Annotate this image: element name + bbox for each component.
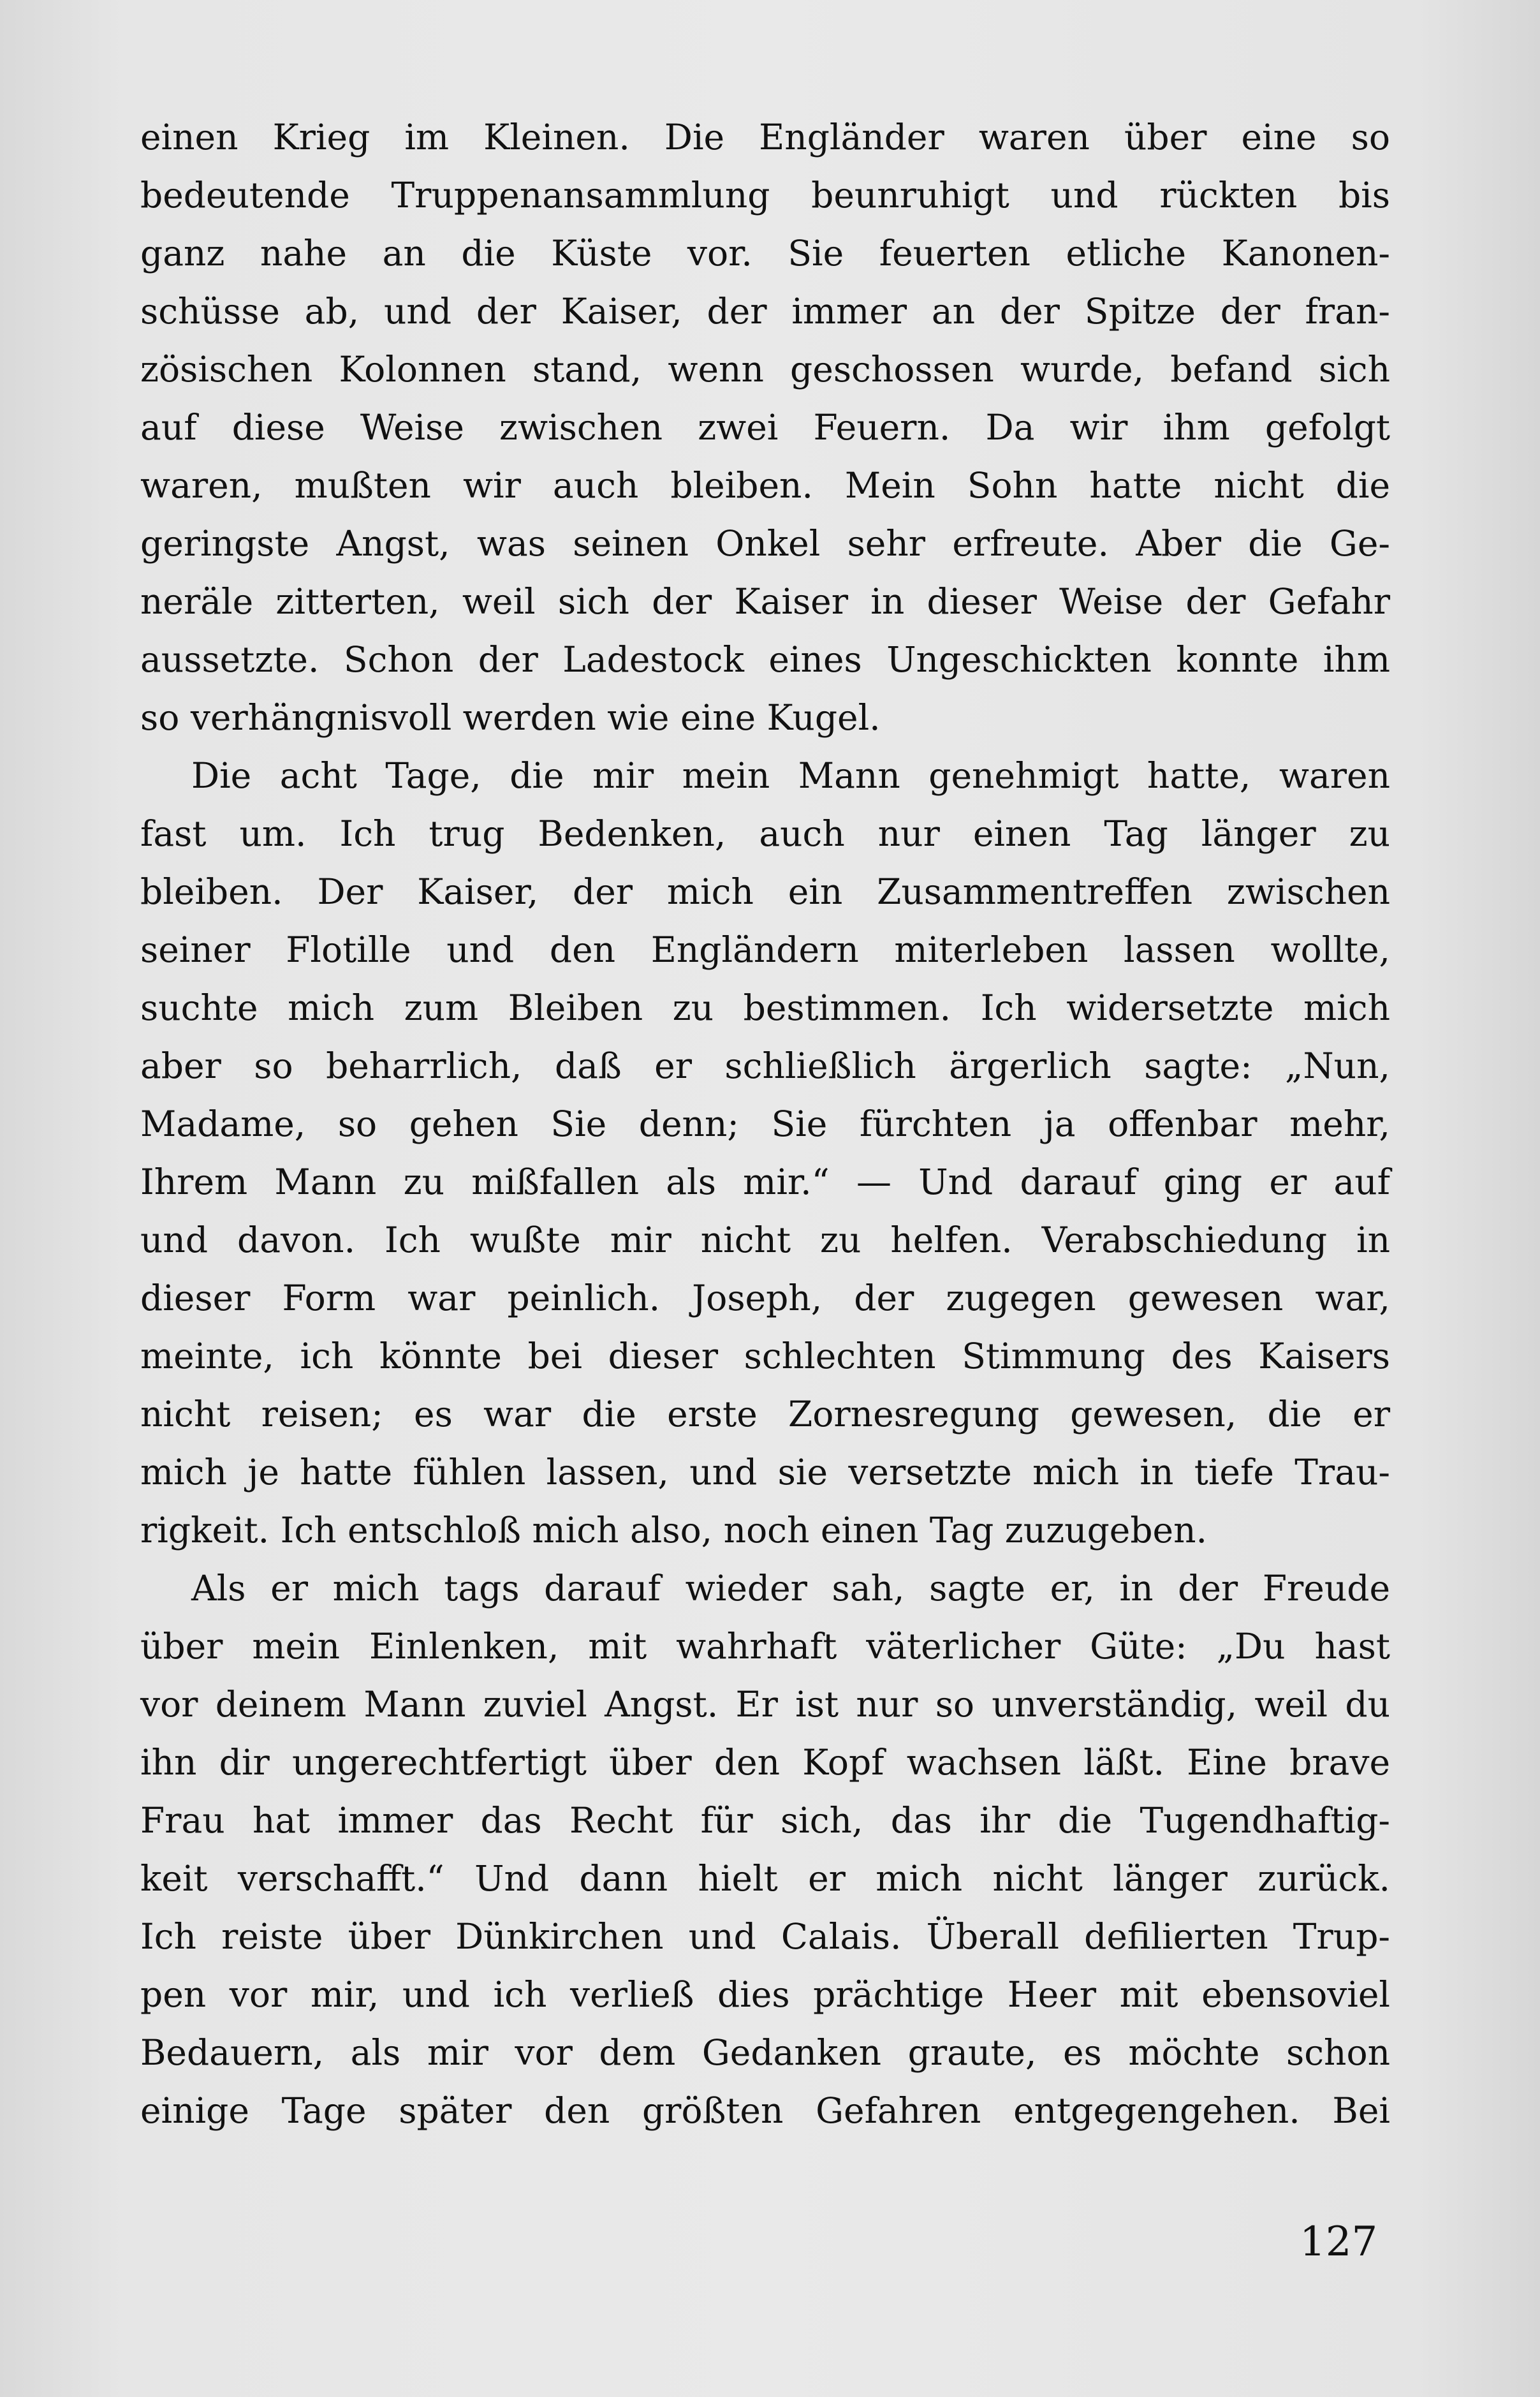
paragraph-3 — [140, 1560, 1390, 2140]
text-line: dieser Form war peinlich. Joseph, der zugegen gewesen war, — [140, 1278, 1390, 1318]
text-line: vor deinem Mann zuviel Angst. Er ist nur so unverständig, weil du — [140, 1684, 1390, 1725]
text-line: und davon. Ich wußte mir nicht zu helfen. Verabschiedung in — [140, 1220, 1390, 1260]
text-line: ihn dir ungerechtfertigt über den Kopf wachsen läßt. Eine brave — [140, 1742, 1390, 1783]
text-line: neräle zitterten, weil sich der Kaiser in dieser Weise der Gefahr — [140, 581, 1390, 622]
text-line: pen vor mir, und ich verließ dies prächtige Heer mit ebensoviel — [140, 1974, 1390, 2015]
text-line: Bedauern, als mir vor dem Gedanken graute, es möchte schon — [140, 2032, 1390, 2073]
text-line: über mein Einlenken, mit wahrhaft väterlicher Güte: „Du hast — [140, 1626, 1390, 1667]
text-line: seiner Flotille und den Engländern miterleben lassen wollte, — [140, 929, 1390, 970]
text-line: mich je hatte fühlen lassen, und sie versetzte mich in tiefe Trau- — [140, 1452, 1390, 1493]
text-line: rigkeit. Ich entschloß mich also, noch einen Tag zuzugeben. — [140, 1510, 1208, 1551]
text-line: bedeutende Truppenansammlung beunruhigt und rückten bis — [140, 175, 1390, 216]
text-line: einen Krieg im Kleinen. Die Engländer waren über eine so — [140, 117, 1390, 158]
text-line: Ihrem Mann zu mißfallen als mir.“ — Und darauf ging er auf — [140, 1162, 1390, 1202]
paragraph-2 — [140, 747, 1390, 1560]
text-line: keit verschafft.“ Und dann hielt er mich nicht länger zurück. — [140, 1858, 1390, 1899]
text-line: suchte mich zum Bleiben zu bestimmen. Ich widersetzte mich — [140, 987, 1390, 1028]
text-line: bleiben. Der Kaiser, der mich ein Zusammentreffen zwischen — [140, 871, 1390, 912]
text-line: Frau hat immer das Recht für sich, das ihr die Tugendhaftig- — [140, 1800, 1390, 1841]
page-number: 127 — [1300, 2218, 1378, 2266]
text-line: zösischen Kolonnen stand, wenn geschossen wurde, befand sich — [140, 349, 1390, 390]
text-line: aber so beharrlich, daß er schließlich ärgerlich sagte: „Nun, — [140, 1045, 1390, 1086]
paragraph-1 — [140, 108, 1390, 747]
text-line: waren, mußten wir auch bleiben. Mein Sohn hatte nicht die — [140, 465, 1390, 506]
text-line: Die acht Tage, die mir mein Mann genehmigt hatte, waren — [191, 755, 1390, 796]
text-line: nicht reisen; es war die erste Zornesregung gewesen, die er — [140, 1394, 1390, 1435]
text-line: geringste Angst, was seinen Onkel sehr erfreute. Aber die Ge- — [140, 523, 1390, 564]
text-line: Als er mich tags darauf wieder sah, sagte er, in der Freude — [191, 1568, 1390, 1609]
text-line: Ich reiste über Dünkirchen und Calais. Überall defilierten Trup- — [140, 1916, 1390, 1957]
text-line: einige Tage später den größten Gefahren entgegengehen. Bei — [140, 2090, 1390, 2131]
text-line: Madame, so gehen Sie denn; Sie fürchten ja offenbar mehr, — [140, 1103, 1390, 1144]
text-line: so verhängnisvoll werden wie eine Kugel. — [140, 697, 881, 738]
text-line: ganz nahe an die Küste vor. Sie feuerten etliche Kanonen- — [140, 233, 1390, 274]
text-line: fast um. Ich trug Bedenken, auch nur einen Tag länger zu — [140, 813, 1390, 854]
page-text — [140, 108, 1390, 2140]
text-line: meinte, ich könnte bei dieser schlechten Stimmung des Kaisers — [140, 1336, 1390, 1376]
text-line: aussetzte. Schon der Ladestock eines Ungeschickten konnte ihm — [140, 639, 1390, 680]
text-line: schüsse ab, und der Kaiser, der immer an der Spitze der fran- — [140, 291, 1390, 332]
text-line: auf diese Weise zwischen zwei Feuern. Da wir ihm gefolgt — [140, 407, 1390, 448]
